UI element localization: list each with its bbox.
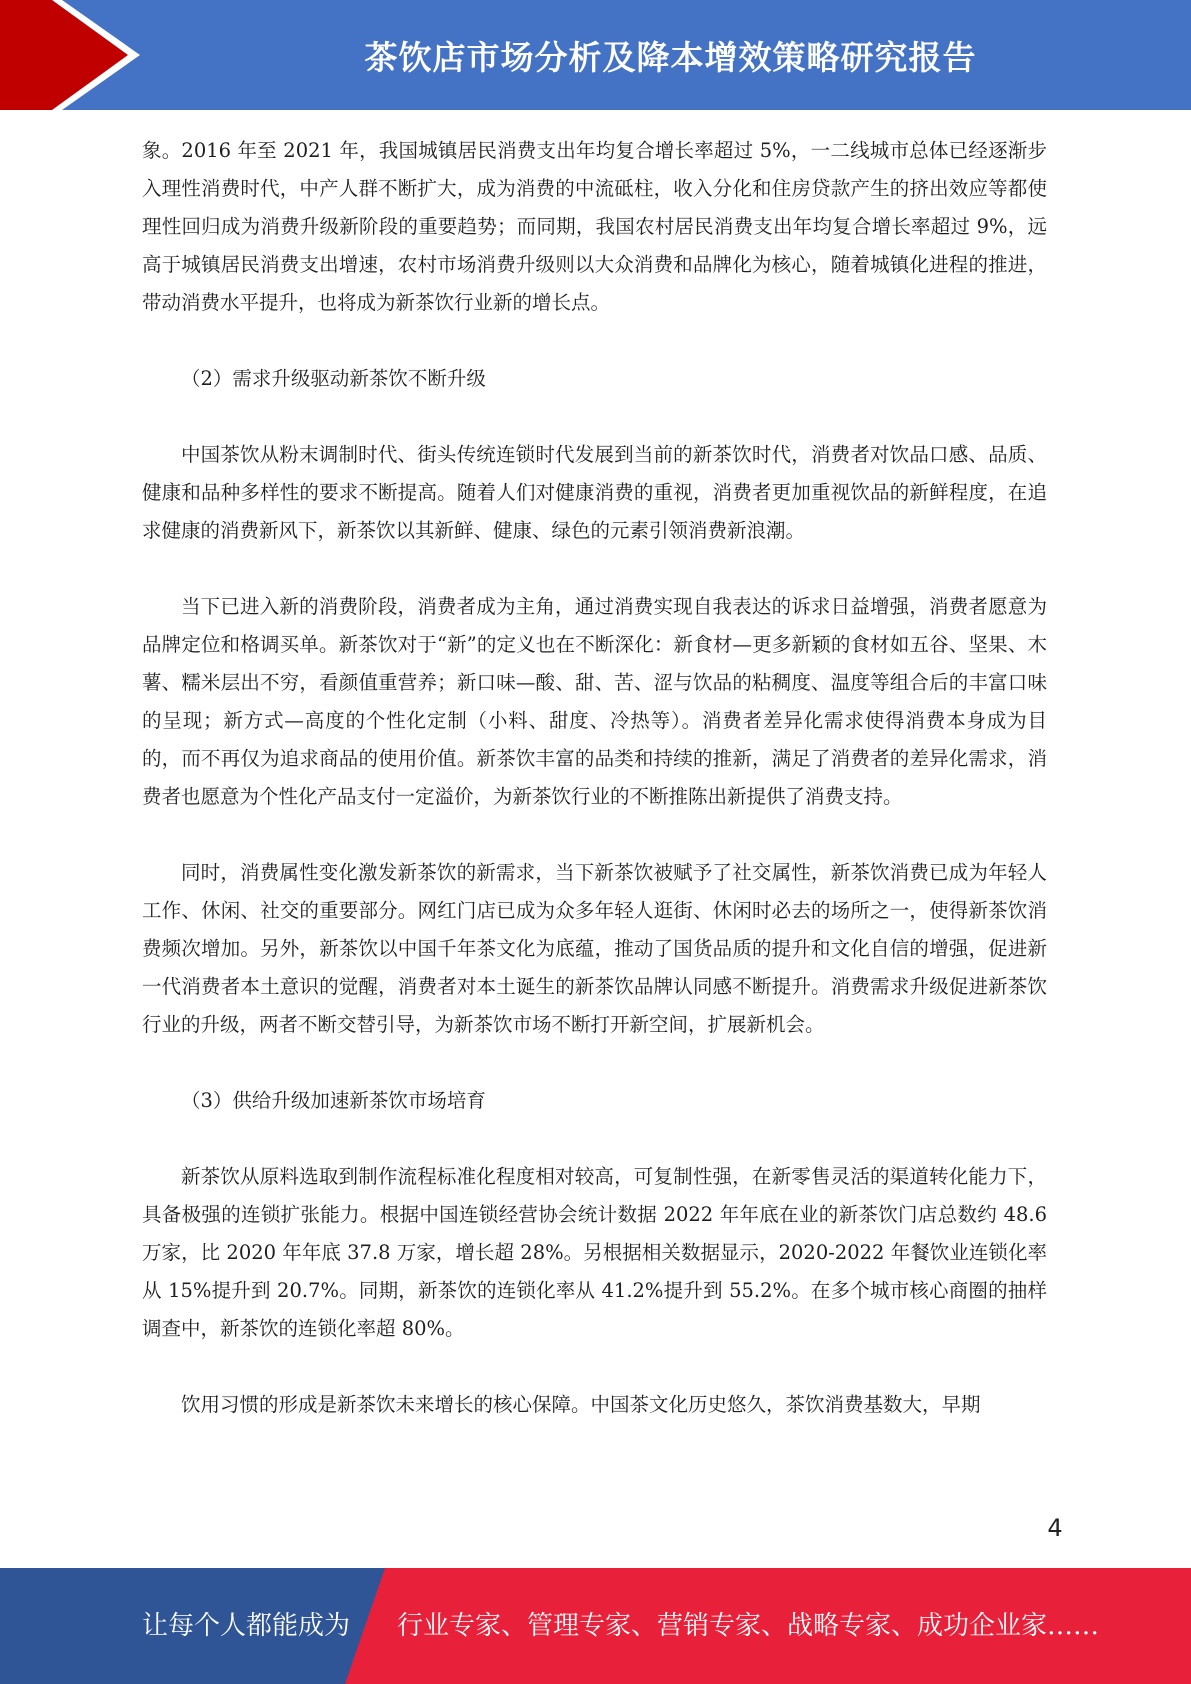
footer-slogan-right: 行业专家、管理专家、营销专家、战略专家、成功企业家…… [397,1611,1100,1641]
page-header [0,0,1191,110]
document-body [142,132,1047,1424]
page-footer [0,1568,1191,1684]
footer-slogan-left: 让每个人都能成为 [142,1611,351,1641]
page-number: 4 [1047,1514,1063,1542]
section-heading-2: （2）需求升级驱动新茶饮不断升级 [181,367,486,390]
paragraph-2: 中国茶饮从粉末调制时代、街头传统连锁时代发展到当前的新茶饮时代，消费者对饮品口感、品质、健康和品种多样性的要求不断提高。随着人们对健康消费的重视，消费者更加重视饮品的新鲜程度，在追求健康的消费新风下，新茶饮以其新鲜、健康、绿色的元素引领消费新浪潮。 [142,443,1047,542]
paragraph-3: 当下已进入新的消费阶段，消费者成为主角，通过消费实现自我表达的诉求日益增强，消费者愿意为品牌定位和格调买单。新茶饮对于“新”的定义也在不断深化：新食材—更多新颖的食材如五谷、坚果、木薯、糯米层出不穷，看颜值重营养；新口味—酸、甜、苦、涩与饮品的粘稠度、温度等组合后的丰富口味的呈现；新方式—高度的个性化定制（小料、甜度、冷热等）。消费者差异化需求使得消费本身成为目的，而不再仅为追求商品的使用价值。新茶饮丰富的品类和持续的推新，满足了消费者的差异化需求，消费者也愿意为个性化产品支付一定溢价，为新茶饮行业的不断推陈出新提供了消费支持。 [142,595,1047,808]
header-red-arrow-icon [0,0,160,110]
paragraph-4: 同时，消费属性变化激发新茶饮的新需求，当下新茶饮被赋予了社交属性，新茶饮消费已成为年轻人工作、休闲、社交的重要部分。网红门店已成为众多年轻人逛街、休闲时必去的场所之一，使得新茶饮消费频次增加。另外，新茶饮以中国千年茶文化为底蕴，推动了国货品质的提升和文化自信的增强，促进新一代消费者本土意识的觉醒，消费者对本土诞生的新茶饮品牌认同感不断提升。消费需求升级促进新茶饮行业的升级，两者不断交替引导，为新茶饮市场不断打开新空间，扩展新机会。 [142,861,1047,1036]
paragraph-1: 象。2016 年至 2021 年，我国城镇居民消费支出年均复合增长率超过 5%，一二线城市总体已经逐渐步入理性消费时代，中产人群不断扩大，成为消费的中流砥柱，收入分化和住房贷款产生的挤出效应等都使理性回归成为消费升级新阶段的重要趋势；而同期，我国农村居民消费支出年均复合增长率超过 9%，远高于城镇居民消费支出增速，农村市场消费升级则以大众消费和品牌化为核心，随着城镇化进程的推进，带动消费水平提升，也将成为新茶饮行业新的增长点。 [142,139,1047,314]
document-title: 茶饮店市场分析及降本增效策略研究报告 [364,37,977,77]
paragraph-6: 饮用习惯的形成是新茶饮未来增长的核心保障。中国茶文化历史悠久，茶饮消费基数大，早期 [181,1393,981,1416]
paragraph-5: 新茶饮从原料选取到制作流程标准化程度相对较高，可复制性强，在新零售灵活的渠道转化能力下，具备极强的连锁扩张能力。根据中国连锁经营协会统计数据 2022 年年底在业的新茶饮门店总数约 48.6 万家，比 2020 年年底 37.8 万家，增长超 28%。另根据相关数据显示，2020-2022 年餐饮业连锁化率从 15%提升到 20.7%。同期，新茶饮的连锁化率从 41.2%提升到 55.2%。在多个城市核心商圈的抽样调查中，新茶饮的连锁化率超 80%。 [142,1165,1047,1340]
section-heading-3: （3）供给升级加速新茶饮市场培育 [181,1089,486,1112]
